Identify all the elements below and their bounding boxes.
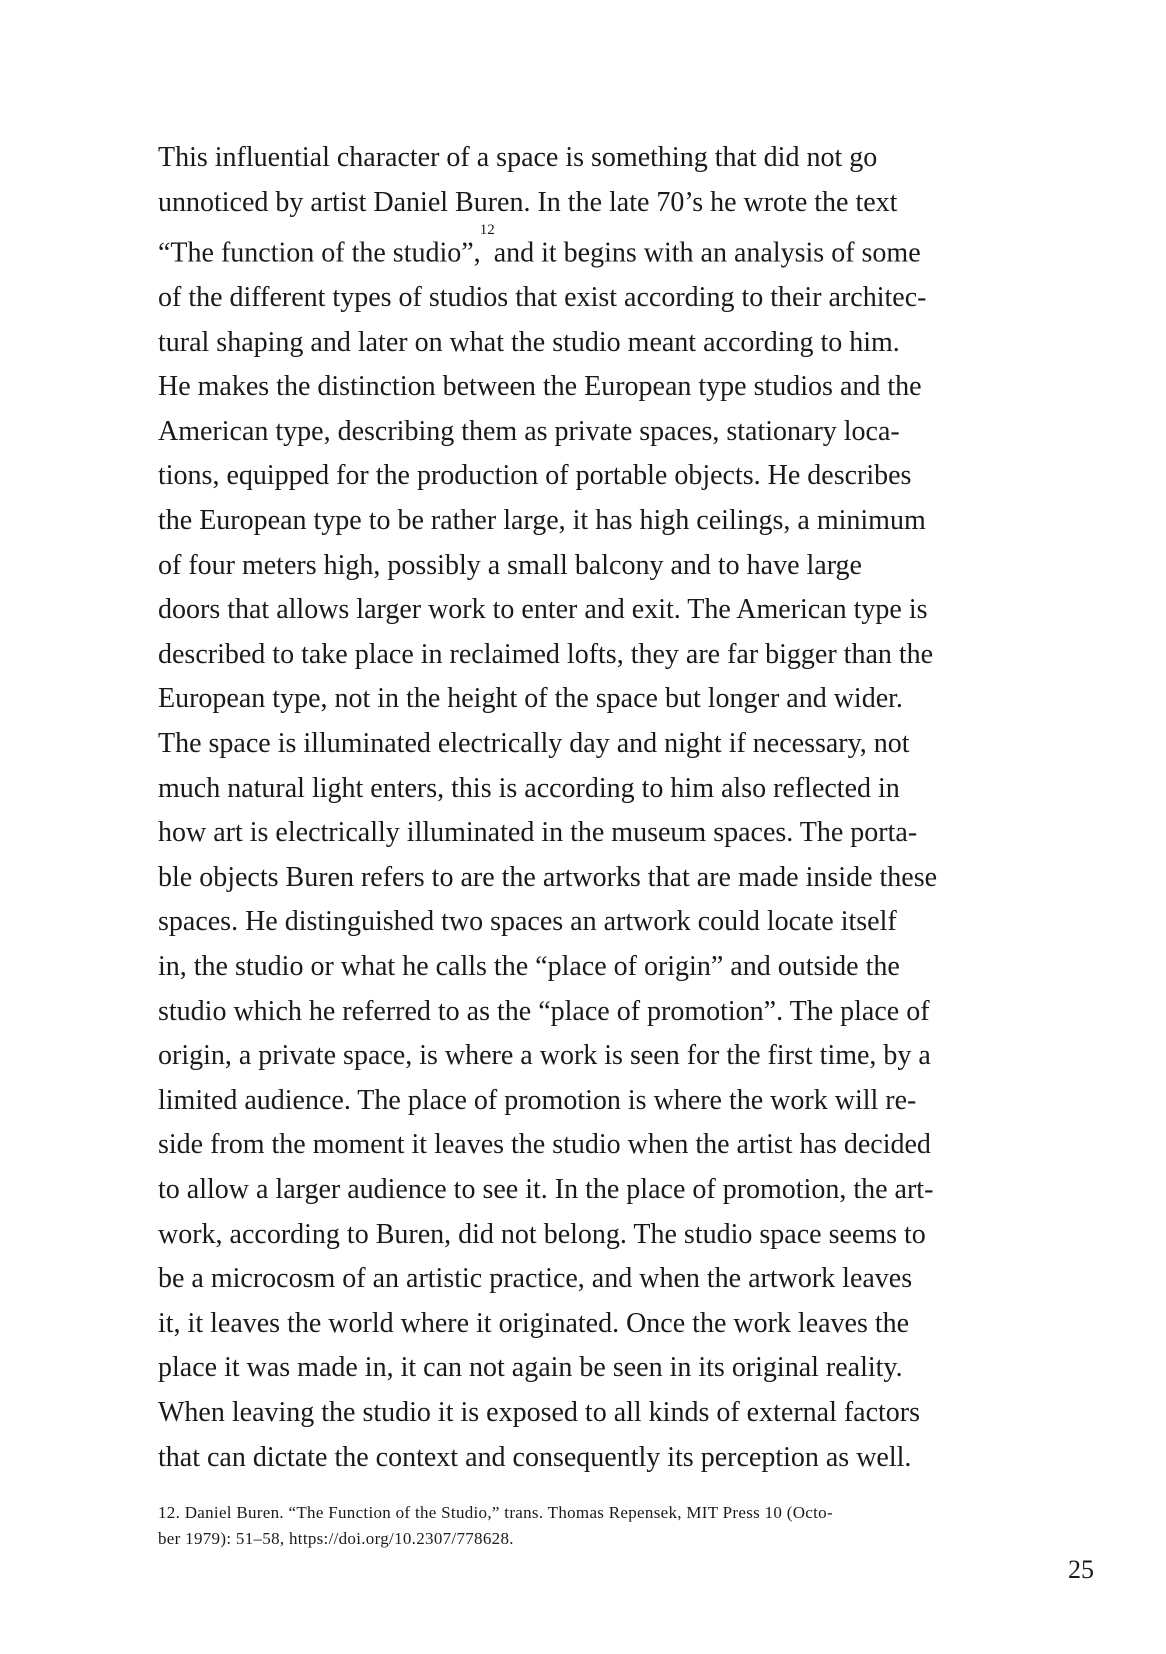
text-line: ble objects Buren refers to are the artworks that are made inside these xyxy=(158,861,938,893)
text-line: studio which he referred to as the “place of promotion”. The place of xyxy=(158,995,930,1027)
text-segment: “The function of the studio”, xyxy=(158,237,481,269)
body-paragraph xyxy=(158,136,1038,1480)
text-line xyxy=(158,222,1038,276)
footnote-line: ber 1979): 51–58, https://doi.org/10.2307/778628. xyxy=(158,1529,514,1548)
text-line: The space is illuminated electrically day and night if necessary, not xyxy=(158,728,910,760)
text-line: it, it leaves the world where it originated. Once the work leaves the xyxy=(158,1307,910,1339)
text-line: of the different types of studios that exist according to their architec- xyxy=(158,282,927,314)
footnote-line: 12. Daniel Buren. “The Function of the Studio,” trans. Thomas Repensek, MIT Press 10 (Octo- xyxy=(158,1503,833,1522)
text-line: side from the moment it leaves the studio when the artist has decided xyxy=(158,1129,931,1161)
text-line: of four meters high, possibly a small balcony and to have large xyxy=(158,549,862,581)
text-line: When leaving the studio it is exposed to all kinds of external factors xyxy=(158,1396,921,1428)
text-line: work, according to Buren, did not belong. The studio space seems to xyxy=(158,1218,926,1250)
text-line: much natural light enters, this is according to him also reflected in xyxy=(158,772,900,804)
text-line: to allow a larger audience to see it. In the place of promotion, the art- xyxy=(158,1173,934,1205)
page-number: 25 xyxy=(1068,1555,1094,1584)
text-line: tural shaping and later on what the studio meant according to him. xyxy=(158,326,900,358)
text-line: place it was made in, it can not again be seen in its original reality. xyxy=(158,1352,903,1384)
text-line: limited audience. The place of promotion is where the work will re- xyxy=(158,1084,917,1116)
text-line: This influential character of a space is something that did not go xyxy=(158,142,878,173)
text-line: described to take place in reclaimed lofts, they are far bigger than the xyxy=(158,638,934,670)
text-line: doors that allows larger work to enter and exit. The American type is xyxy=(158,594,928,626)
text-line: He makes the distinction between the European type studios and the xyxy=(158,371,922,403)
text-line: tions, equipped for the production of portable objects. He describes xyxy=(158,460,912,492)
text-segment: and it begins with an analysis of some xyxy=(493,237,921,269)
text-line: origin, a private space, is where a work is seen for the first time, by a xyxy=(158,1040,931,1072)
footnote-reference[interactable]: 12 xyxy=(479,222,495,239)
text-line: that can dictate the context and consequently its perception as well. xyxy=(158,1441,912,1473)
text-line: American type, describing them as private spaces, stationary loca- xyxy=(158,415,900,447)
text-line: be a microcosm of an artistic practice, and when the artwork leaves xyxy=(158,1263,913,1295)
text-line: how art is electrically illuminated in the museum spaces. The porta- xyxy=(158,817,918,849)
text-line: in, the studio or what he calls the “place of origin” and outside the xyxy=(158,951,900,983)
text-line: European type, not in the height of the space but longer and wider. xyxy=(158,683,903,715)
footnote xyxy=(158,1500,1018,1552)
text-line: spaces. He distinguished two spaces an artwork could locate itself xyxy=(158,906,897,938)
text-line: the European type to be rather large, it has high ceilings, a minimum xyxy=(158,505,926,537)
text-line: unnoticed by artist Daniel Buren. In the late 70’s he wrote the text xyxy=(158,186,898,218)
